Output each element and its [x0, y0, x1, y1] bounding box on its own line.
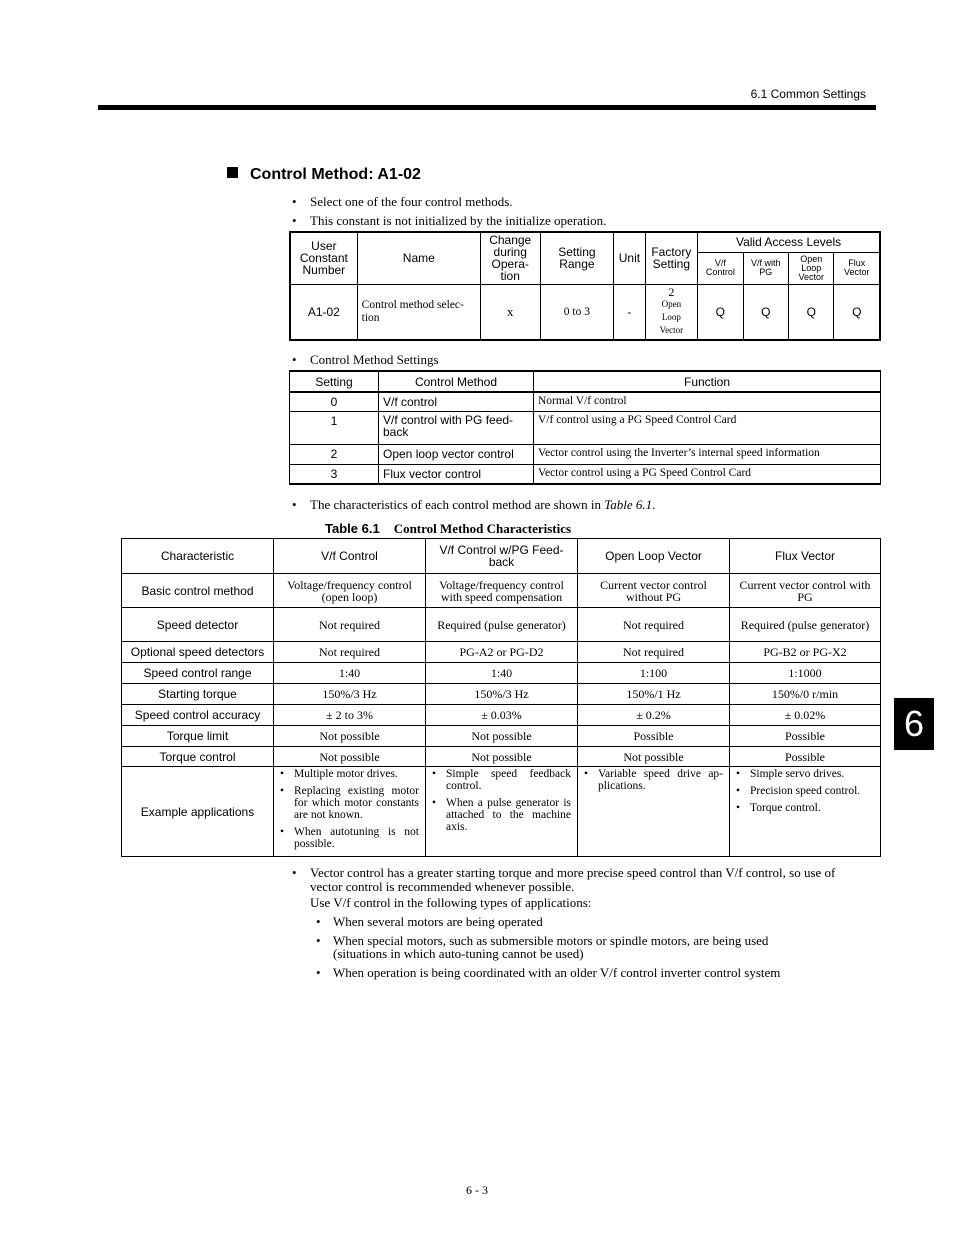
header-characteristic: Characteristic [122, 539, 274, 574]
characteristic-label: Speed control range [122, 663, 274, 684]
header-change: Change during Opera-tion [480, 232, 540, 284]
characteristic-value: ± 0.2% [578, 705, 730, 726]
factory-note: Open Loop Vector [659, 299, 684, 336]
characteristic-label: Speed control accuracy [122, 705, 274, 726]
table-row [122, 747, 881, 767]
characteristic-value: ± 2 to 3% [274, 705, 426, 726]
characteristic-value: Not possible [426, 747, 578, 767]
example-item: • When a pulse generator is attached to the machine axis. [432, 797, 571, 833]
characteristic-label: Speed detector [122, 608, 274, 642]
section-title-text: Control Method: A1-02 [250, 166, 421, 183]
characteristic-label: Torque control [122, 747, 274, 767]
example-cell [730, 767, 881, 857]
table-caption-title: Control Method Characteristics [393, 521, 572, 536]
cell-unit: - [614, 284, 645, 340]
characteristic-value: 150%/1 Hz [578, 684, 730, 705]
table-row [122, 684, 881, 705]
list-item: • When operation is being coordinated with an older V/f control inverter control system [316, 965, 781, 980]
header-control-method: Control Method [379, 371, 534, 392]
header-flux: Flux Vector [834, 252, 880, 284]
characteristic-value: 1:1000 [730, 663, 881, 684]
cell-flux: Q [834, 284, 880, 340]
header-user-constant: User Constant Number [290, 232, 357, 284]
table-row [290, 284, 880, 340]
vector-note-bullet: • [292, 865, 297, 880]
control-method: Flux vector control [379, 464, 534, 484]
characteristic-value: Voltage/frequency control with speed compensation [426, 574, 578, 608]
header-access-levels: Valid Access Levels [698, 232, 880, 252]
example-item: • Simple servo drives. [736, 768, 874, 780]
cell-vf: Q [698, 284, 743, 340]
table-row [122, 642, 881, 663]
vector-note-line: vector control is recommended whenever possible. [310, 879, 575, 894]
example-item: • Simple speed feedback control. [432, 768, 571, 792]
example-item: • Variable speed drive ap-plications. [584, 768, 723, 792]
table-row [122, 726, 881, 747]
section-title [227, 166, 421, 184]
setting-value: 1 [290, 411, 379, 444]
characteristic-value: PG-A2 or PG-D2 [426, 642, 578, 663]
header-vf-control: V/f Control [274, 539, 426, 574]
page-number: 6 - 3 [466, 1183, 488, 1197]
characteristic-value: 1:40 [426, 663, 578, 684]
characteristic-value: Required (pulse generator) [426, 608, 578, 642]
function: Vector control using the Inverter’s internal speed information [534, 444, 881, 464]
table-row [290, 464, 881, 484]
square-bullet-icon [227, 167, 238, 178]
characteristic-value: Possible [730, 747, 881, 767]
table-row [122, 705, 881, 726]
table-reference: Table 6.1 [604, 497, 653, 512]
characteristics-table [121, 538, 881, 857]
list-item: • When special motors, such as submersible motors or spindle motors, are being used [316, 933, 769, 948]
header-vf-pg: V/f Control w/PG Feed-back [426, 539, 578, 574]
characteristic-value: Not required [274, 642, 426, 663]
cell-olv: Q [789, 284, 834, 340]
characteristic-label: Starting torque [122, 684, 274, 705]
header-olv: Open Loop Vector [789, 252, 834, 284]
table-row [122, 574, 881, 608]
characteristic-label: Basic control method [122, 574, 274, 608]
header-setting-range: Setting Range [540, 232, 614, 284]
characteristic-value: ± 0.02% [730, 705, 881, 726]
header-name: Name [357, 232, 480, 284]
characteristic-label: Torque limit [122, 726, 274, 747]
cell-range: 0 to 3 [540, 284, 614, 340]
example-cell [578, 767, 730, 857]
setting-value: 2 [290, 444, 379, 464]
characteristic-value: 150%/3 Hz [274, 684, 426, 705]
table-row [290, 392, 881, 411]
table-row [122, 608, 881, 642]
cell-number: A1-02 [290, 284, 357, 340]
cell-factory [645, 284, 698, 340]
header-vf: V/f Control [698, 252, 743, 284]
factory-value: 2 [668, 285, 675, 300]
settings-bullet: • Control Method Settings [292, 352, 439, 367]
characteristic-value: 150%/0 r/min [730, 684, 881, 705]
function: Normal V/f control [534, 392, 881, 411]
characteristic-value: 1:100 [578, 663, 730, 684]
example-item: • Precision speed control. [736, 785, 874, 797]
characteristic-value: Not required [578, 642, 730, 663]
header-vfpg: V/f with PG [743, 252, 788, 284]
cell-vfpg: Q [743, 284, 788, 340]
example-item: • Multiple motor drives. [280, 768, 419, 780]
header-factory: Factory Setting [645, 232, 698, 284]
table-row [122, 767, 881, 857]
vector-note-line: Use V/f control in the following types of applications: [310, 895, 592, 910]
table-row [290, 411, 881, 444]
characteristic-value: PG-B2 or PG-X2 [730, 642, 881, 663]
intro-bullet: • This constant is not initialized by the initialize operation. [292, 213, 607, 228]
example-item: • Torque control. [736, 802, 874, 814]
characteristic-value: 1:40 [274, 663, 426, 684]
example-label: Example applications [122, 767, 274, 857]
characteristic-value: Current vector control without PG [578, 574, 730, 608]
control-method: V/f control [379, 392, 534, 411]
table-caption-label: Table 6.1 [325, 521, 380, 536]
example-cell [274, 767, 426, 857]
characteristics-bullet: • The characteristics of each control method are shown in Table 6.1. [292, 497, 656, 512]
function: V/f control using a PG Speed Control Card [534, 411, 881, 444]
characteristic-value: Not possible [274, 747, 426, 767]
list-item: • When several motors are being operated [316, 914, 543, 929]
cell-name: Control method selec-tion [357, 284, 480, 340]
characteristic-value: Voltage/frequency control (open loop) [274, 574, 426, 608]
characteristic-value: 150%/3 Hz [426, 684, 578, 705]
header-rule [98, 105, 876, 110]
table-row [122, 663, 881, 684]
characteristic-value: Required (pulse generator) [730, 608, 881, 642]
intro-bullet: • Select one of the four control methods. [292, 194, 513, 209]
header-unit: Unit [614, 232, 645, 284]
characteristic-label: Optional speed detectors [122, 642, 274, 663]
setting-value: 0 [290, 392, 379, 411]
characteristic-value: Not required [274, 608, 426, 642]
header-flux-vector: Flux Vector [730, 539, 881, 574]
constant-table [289, 231, 881, 341]
header-open-loop: Open Loop Vector [578, 539, 730, 574]
characteristic-value: Not possible [274, 726, 426, 747]
example-item: • When autotuning is not possible. [280, 826, 419, 850]
setting-value: 3 [290, 464, 379, 484]
table-caption [325, 521, 571, 537]
list-item-continuation: (situations in which auto-tuning cannot be used) [333, 946, 584, 961]
table-row [290, 444, 881, 464]
example-cell [426, 767, 578, 857]
characteristic-value: Not possible [578, 747, 730, 767]
characteristic-value: ± 0.03% [426, 705, 578, 726]
example-item: • Replacing existing motor for which motor constants are not known. [280, 785, 419, 821]
characteristic-value: Possible [578, 726, 730, 747]
characteristic-value: Current vector control with PG [730, 574, 881, 608]
control-method: Open loop vector control [379, 444, 534, 464]
settings-table [289, 370, 881, 485]
control-method: V/f control with PG feed-back [379, 411, 534, 444]
cell-change: x [480, 284, 540, 340]
header-function: Function [534, 371, 881, 392]
running-header: 6.1 Common Settings [750, 87, 866, 101]
characteristic-value: Possible [730, 726, 881, 747]
vector-note-line: Vector control has a greater starting torque and more precise speed control than V/f control, so use of [310, 865, 836, 880]
function: Vector control using a PG Speed Control Card [534, 464, 881, 484]
characteristic-value: Not possible [426, 726, 578, 747]
header-setting: Setting [290, 371, 379, 392]
chapter-tab: 6 [894, 698, 934, 750]
characteristic-value: Not required [578, 608, 730, 642]
